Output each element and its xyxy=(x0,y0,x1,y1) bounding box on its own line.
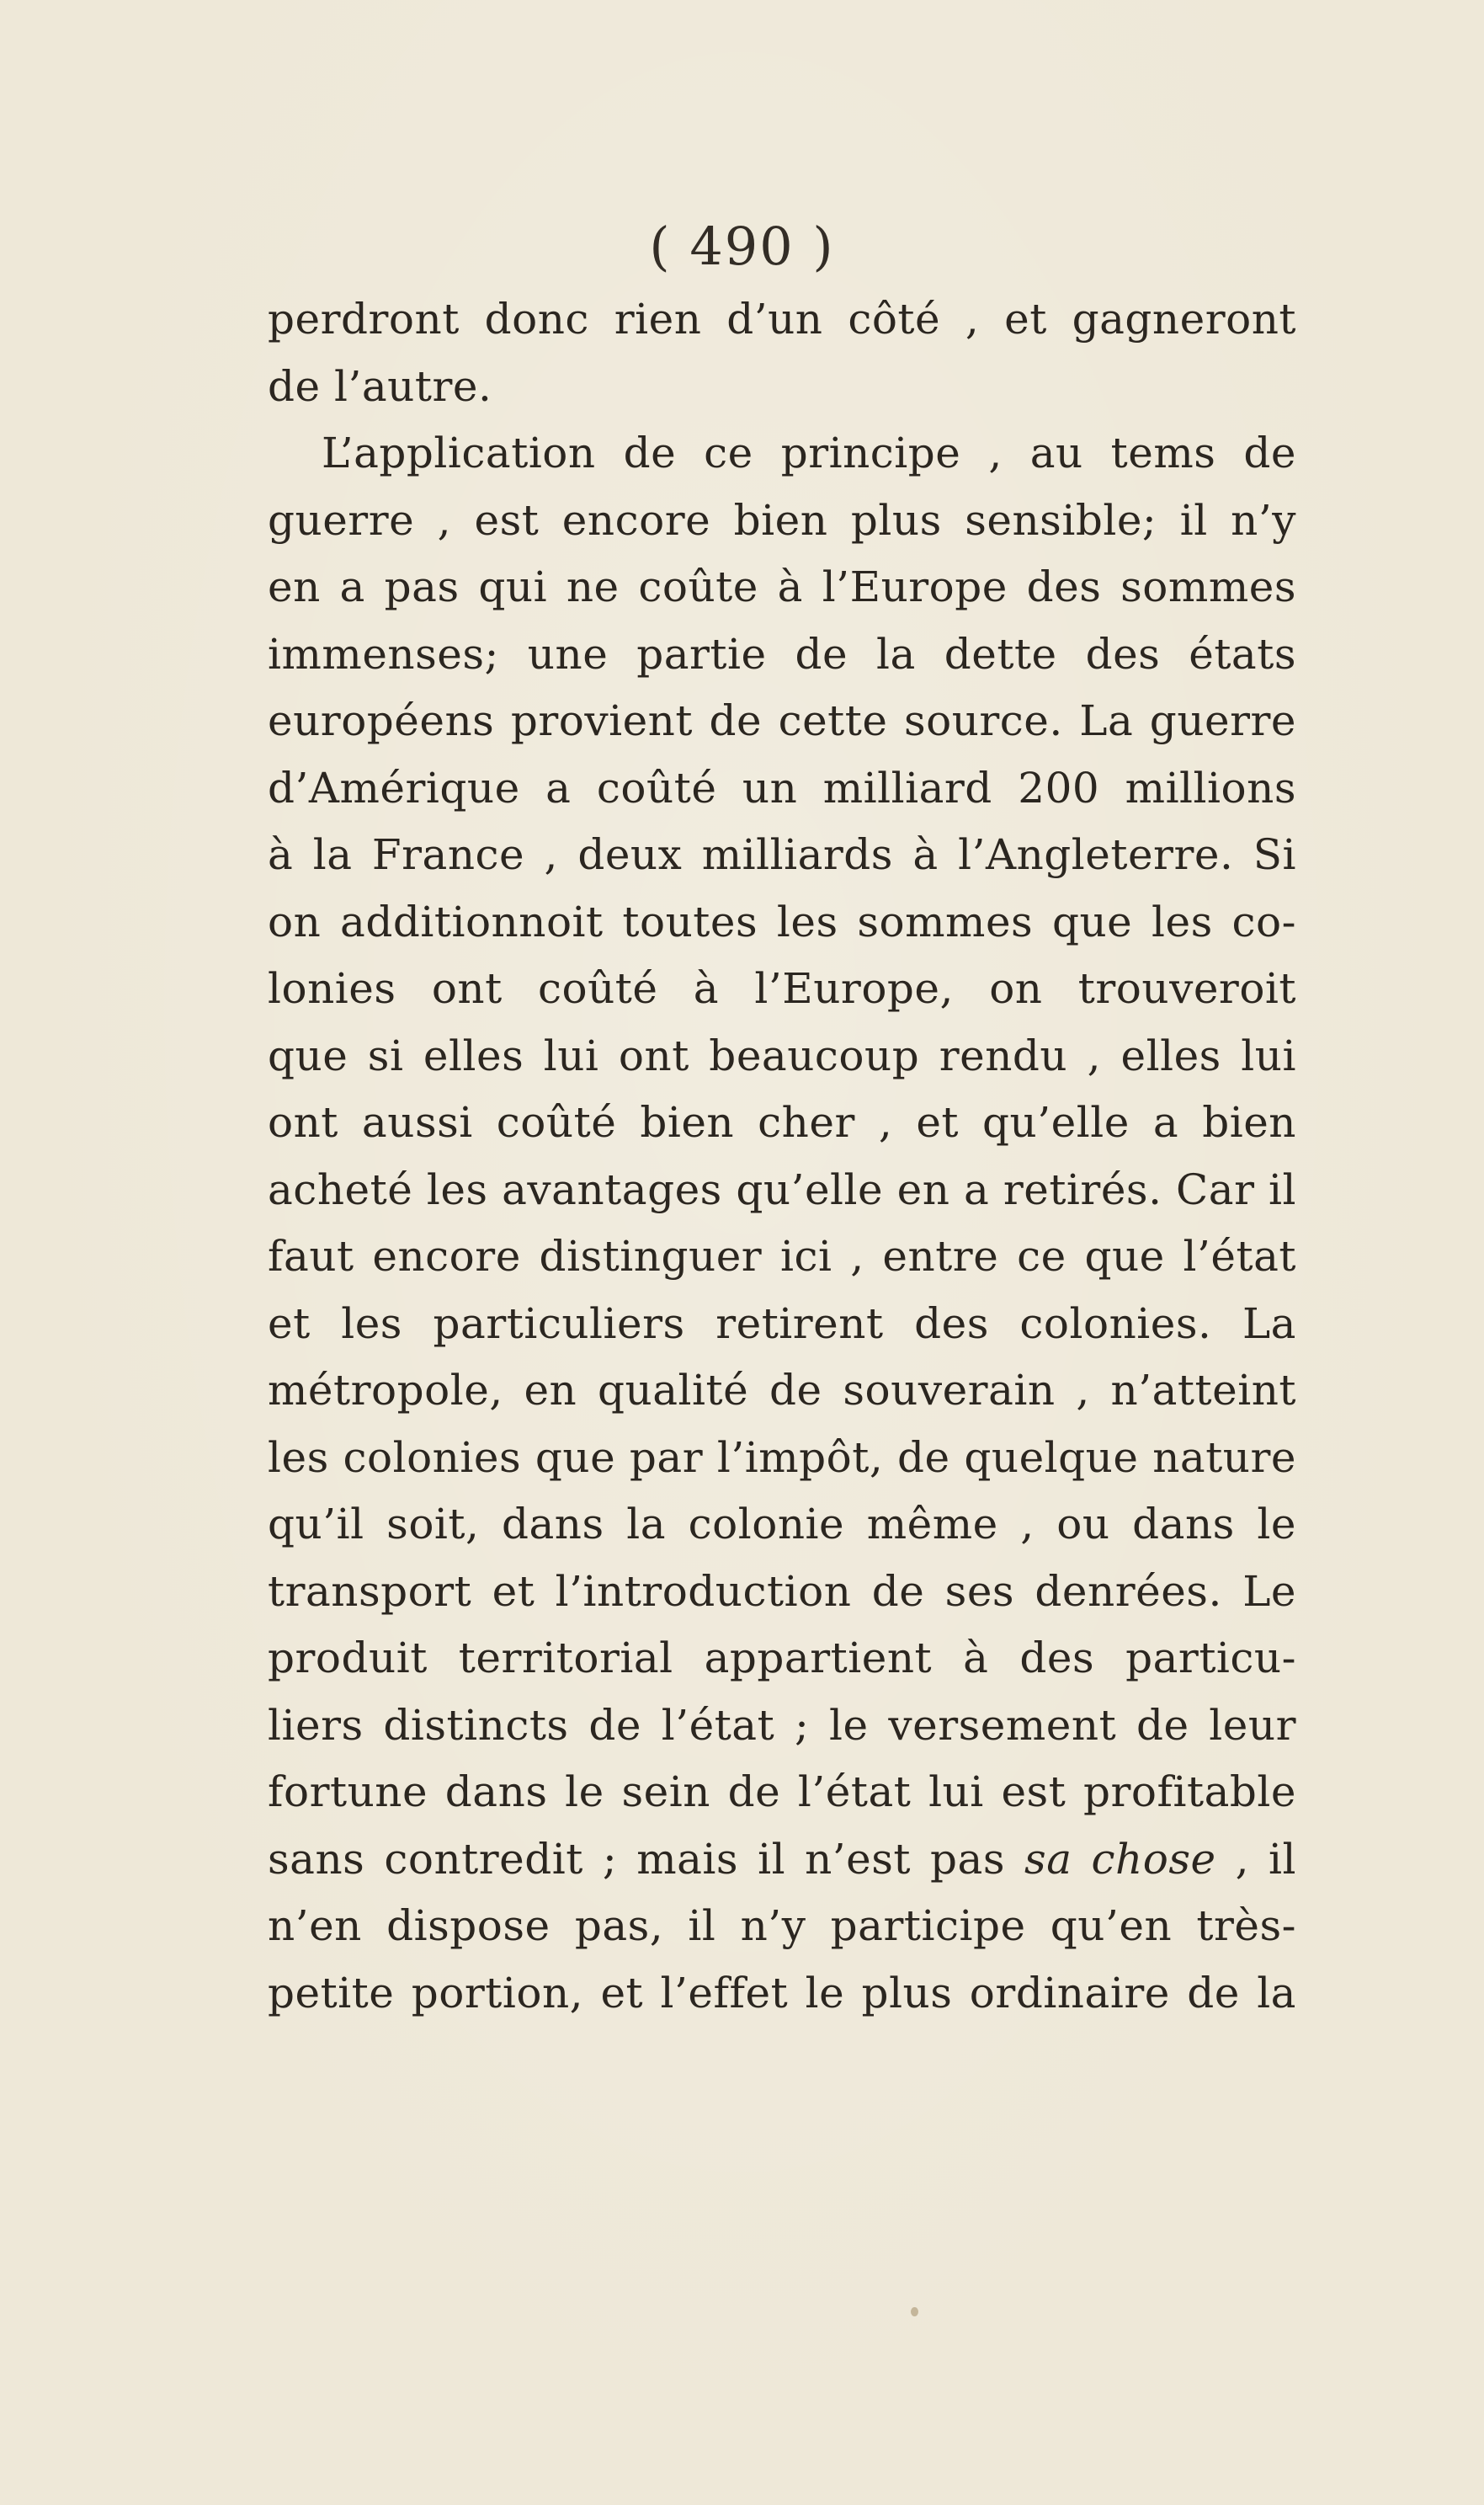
paper-speck xyxy=(911,2307,918,2316)
text-segment: , il xyxy=(1215,1834,1297,1884)
text-line: à la France , deux milliards à l’Angleterre. Si xyxy=(268,830,1296,879)
text-line: acheté les avantages qu’elle en a retirés. Car il xyxy=(268,1165,1296,1214)
text-line: qu’il soit, dans la colonie même , ou dans le xyxy=(268,1500,1296,1548)
text-line: perdront donc rien d’un côté , et gagneront xyxy=(268,295,1296,344)
text-line: produit territorial appartient à des particu- xyxy=(268,1634,1296,1682)
body-text xyxy=(268,286,1296,2027)
text-line: transport et l’introduction de ses denrées. Le xyxy=(268,1566,1296,1616)
text-line: ont aussi coûté bien cher , et qu’elle a bien xyxy=(268,1098,1296,1147)
text-line: de l’autre. xyxy=(268,361,492,411)
text-line: les colonies que par l’impôt, de quelque nature xyxy=(268,1432,1296,1482)
text-line: L’application de ce principe , au tems de xyxy=(322,429,1296,477)
text-line: petite portion, et l’effet le plus ordinaire de la xyxy=(268,1968,1296,2017)
page-number: ( 490 ) xyxy=(649,216,835,277)
text-line: n’en dispose pas, il n’y participe qu’en très- xyxy=(268,1901,1296,1950)
text-line: que si elles lui ont beaucoup rendu , elles lui xyxy=(268,1031,1296,1080)
text-line: liers distincts de l’état ; le versement de leur xyxy=(268,1700,1296,1750)
text-line: immenses; une partie de la dette des états xyxy=(268,629,1296,679)
text-line: on additionnoit toutes les sommes que les co- xyxy=(268,897,1296,946)
text-segment: sans contredit ; mais il n’est pas xyxy=(268,1834,1025,1884)
text-line: fortune dans le sein de l’état lui est profitable xyxy=(268,1767,1296,1816)
italic-phrase: sa chose xyxy=(1024,1834,1216,1884)
text-line: européens provient de cette source. La guerre xyxy=(268,696,1296,745)
text-line xyxy=(268,1826,1296,1894)
text-line: et les particuliers retirent des colonies. La xyxy=(268,1298,1296,1348)
text-line: lonies ont coûté à l’Europe, on trouveroit xyxy=(268,964,1296,1013)
text-line: d’Amérique a coûté un milliard 200 millions xyxy=(268,763,1296,813)
text-line: en a pas qui ne coûte à l’Europe des sommes xyxy=(268,562,1296,611)
text-line: guerre , est encore bien plus sensible; il n’y xyxy=(268,495,1296,545)
text-line: faut encore distinguer ici , entre ce que l’état xyxy=(268,1232,1296,1281)
text-line: métropole, en qualité de souverain , n’atteint xyxy=(268,1366,1296,1415)
